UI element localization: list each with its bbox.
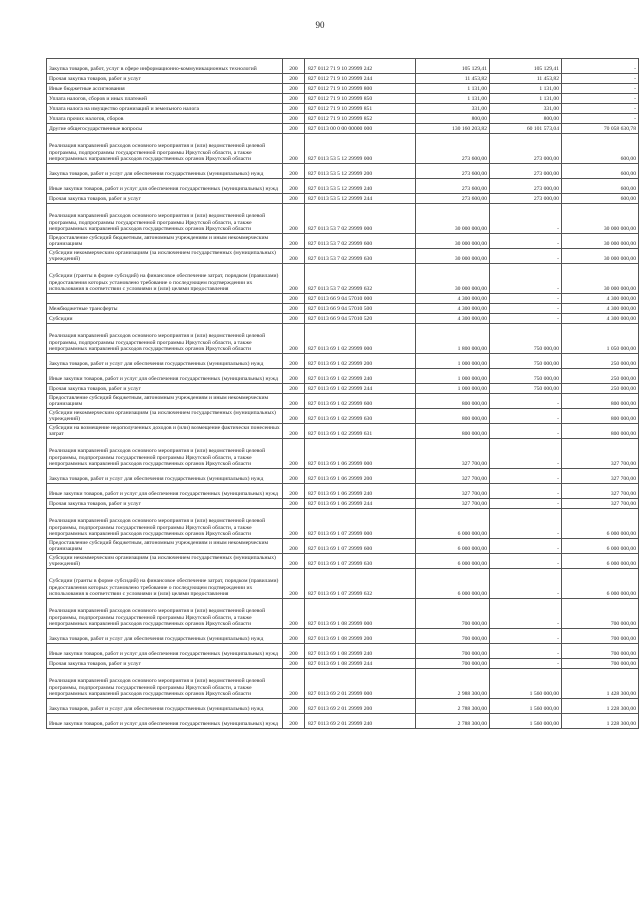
row-classification-code-cell: 827 0113 69 1 02 29999 000 [305, 324, 416, 354]
table-row [47, 179, 639, 194]
row-amount-cell: 11 453,82 [490, 74, 562, 84]
row-name-cell: Предоставление субсидий бюджетным, автономным учреждениям и иным некоммерческим организациям [47, 539, 283, 554]
row-total-amount-cell: 30 000 000,00 [416, 204, 490, 234]
row-name-cell: Иные бюджетные ассигнования [47, 84, 283, 94]
row-amount-cell: - [490, 659, 562, 669]
row-total-amount-cell: 273 600,00 [416, 134, 490, 164]
row-name-cell: Субсидии некоммерческим организациям (за исключением государственных (муниципальных) учреждений) [47, 554, 283, 569]
row-name-cell [47, 294, 283, 304]
row-amount-cell: 800 000,00 [562, 409, 639, 424]
row-code-cell: 200 [283, 294, 305, 304]
row-classification-code-cell: 827 0113 53 7 02 29999 630 [305, 249, 416, 264]
row-code-cell: 200 [283, 394, 305, 409]
row-amount-cell: 327 700,00 [562, 439, 639, 469]
row-amount-cell: - [490, 469, 562, 484]
table-row [47, 74, 639, 84]
table-row [47, 509, 639, 539]
row-code-cell: 200 [283, 164, 305, 179]
row-total-amount-cell: 273 600,00 [416, 179, 490, 194]
row-amount-cell: 1 560 000,00 [490, 669, 562, 699]
row-amount-cell: 700 000,00 [562, 629, 639, 644]
row-amount-cell: 750 000,00 [490, 369, 562, 384]
row-amount-cell: - [490, 499, 562, 509]
row-amount-cell: 273 000,00 [490, 134, 562, 164]
row-total-amount-cell: 30 000 000,00 [416, 264, 490, 294]
row-amount-cell: 327 700,00 [562, 469, 639, 484]
row-name-cell: Прочая закупка товаров, работ и услуг [47, 194, 283, 204]
row-amount-cell: - [490, 644, 562, 659]
row-name-cell: Закупка товаров, работ и услуг для обеспечения государственных (муниципальных) нужд [47, 629, 283, 644]
row-classification-code-cell: 827 0113 69 1 07 29999 630 [305, 554, 416, 569]
row-name-cell: Субсидии некоммерческим организациям (за исключением государственных (муниципальных) учреждений) [47, 249, 283, 264]
row-name-cell: Реализация направлений расходов основного мероприятия и (или) ведомственной целевой программы, подпрограммы государственной программы Иркутской области, а также непрограммных направлений расходов государственных органов Иркутской области [47, 669, 283, 699]
row-amount-cell: - [490, 509, 562, 539]
row-classification-code-cell: 827 0113 53 7 02 29999 632 [305, 264, 416, 294]
table-row [47, 324, 639, 354]
row-name-cell: Другие общегосударственные вопросы [47, 124, 283, 134]
row-classification-code-cell: 827 0113 53 5 12 29999 244 [305, 194, 416, 204]
table-row [47, 314, 639, 324]
row-amount-cell: - [490, 424, 562, 439]
row-total-amount-cell: 6 000 000,00 [416, 539, 490, 554]
row-code-cell: 200 [283, 204, 305, 234]
row-total-amount-cell: 30 000 000,00 [416, 249, 490, 264]
row-amount-cell: - [562, 84, 639, 94]
row-amount-cell: 250 000,00 [562, 354, 639, 369]
row-code-cell: 200 [283, 94, 305, 104]
row-amount-cell: 273 000,00 [490, 164, 562, 179]
table-row [47, 59, 639, 74]
row-classification-code-cell: 827 0113 69 2 01 29999 000 [305, 669, 416, 699]
row-code-cell: 200 [283, 249, 305, 264]
row-amount-cell: - [490, 484, 562, 499]
row-amount-cell: 1 228 300,00 [562, 699, 639, 714]
row-total-amount-cell: 327 700,00 [416, 439, 490, 469]
row-amount-cell: 6 000 000,00 [562, 539, 639, 554]
row-total-amount-cell: 6 000 000,00 [416, 554, 490, 569]
row-total-amount-cell: 2 988 300,00 [416, 669, 490, 699]
row-amount-cell: - [490, 409, 562, 424]
table-row [47, 124, 639, 134]
row-name-cell: Реализация направлений расходов основного мероприятия и (или) ведомственной целевой программы, подпрограммы государственной программы Иркутской области, а также непрограммных направлений расходов государственных органов Иркутской области [47, 324, 283, 354]
row-code-cell: 200 [283, 134, 305, 164]
row-classification-code-cell: 827 0113 69 1 08 29999 200 [305, 629, 416, 644]
row-code-cell: 200 [283, 424, 305, 439]
table-row [47, 84, 639, 94]
row-classification-code-cell: 827 0113 69 1 06 29999 200 [305, 469, 416, 484]
row-name-cell: Предоставление субсидий бюджетным, автономным учреждениям и иным некоммерческим организациям [47, 394, 283, 409]
table-row [47, 499, 639, 509]
table-row [47, 294, 639, 304]
row-name-cell: Закупка товаров, работ и услуг для обеспечения государственных (муниципальных) нужд [47, 469, 283, 484]
row-classification-code-cell: 827 0113 69 1 06 29999 240 [305, 484, 416, 499]
row-amount-cell: - [562, 104, 639, 114]
row-classification-code-cell: 827 0113 69 1 07 29999 600 [305, 539, 416, 554]
table-row [47, 204, 639, 234]
row-classification-code-cell: 827 0112 71 9 10 29999 800 [305, 84, 416, 94]
row-amount-cell: 600,00 [562, 164, 639, 179]
row-code-cell: 200 [283, 554, 305, 569]
row-amount-cell: - [490, 314, 562, 324]
row-amount-cell: 30 000 000,00 [562, 234, 639, 249]
row-amount-cell: 250 000,00 [562, 369, 639, 384]
row-total-amount-cell: 273 600,00 [416, 194, 490, 204]
row-amount-cell: 750 000,00 [490, 384, 562, 394]
row-amount-cell: - [490, 554, 562, 569]
table-row [47, 409, 639, 424]
row-name-cell: Субсидии некоммерческим организациям (за исключением государственных (муниципальных) учреждений) [47, 409, 283, 424]
row-total-amount-cell: 2 788 300,00 [416, 714, 490, 729]
page-number: 90 [315, 20, 325, 30]
row-amount-cell: 600,00 [562, 194, 639, 204]
row-amount-cell: - [490, 294, 562, 304]
row-amount-cell: 331,00 [490, 104, 562, 114]
row-amount-cell: 30 000 000,00 [562, 204, 639, 234]
row-amount-cell: 250 000,00 [562, 384, 639, 394]
row-total-amount-cell: 4 300 000,00 [416, 304, 490, 314]
row-classification-code-cell: 827 0113 53 7 02 29999 000 [305, 204, 416, 234]
row-amount-cell: 750 000,00 [490, 354, 562, 369]
table-row [47, 354, 639, 369]
row-amount-cell: - [562, 59, 639, 74]
row-total-amount-cell: 1 000 000,00 [416, 369, 490, 384]
row-code-cell: 200 [283, 409, 305, 424]
table-row [47, 384, 639, 394]
row-amount-cell: 700 000,00 [562, 644, 639, 659]
row-classification-code-cell: 827 0113 53 5 12 29999 240 [305, 179, 416, 194]
row-classification-code-cell: 827 0113 69 1 02 29999 240 [305, 369, 416, 384]
row-amount-cell: 4 300 000,00 [562, 314, 639, 324]
row-total-amount-cell: 800 000,00 [416, 424, 490, 439]
row-total-amount-cell: 11 453,82 [416, 74, 490, 84]
row-name-cell: Реализация направлений расходов основного мероприятия и (или) ведомственной целевой программы, подпрограммы государственной программы Иркутской области, а также непрограммных направлений расходов государственных органов Иркутской области [47, 439, 283, 469]
row-name-cell: Реализация направлений расходов основного мероприятия и (или) ведомственной целевой программы, подпрограммы государственной программы Иркутской области, а также непрограммных направлений расходов государственных органов Иркутской области [47, 134, 283, 164]
row-amount-cell: 1 228 300,00 [562, 714, 639, 729]
row-classification-code-cell: 827 0113 69 1 02 29999 631 [305, 424, 416, 439]
row-amount-cell: 60 101 573,04 [490, 124, 562, 134]
row-amount-cell: - [490, 569, 562, 599]
row-amount-cell: - [490, 304, 562, 314]
row-total-amount-cell: 327 700,00 [416, 469, 490, 484]
row-name-cell: Межбюджетные трансферты [47, 304, 283, 314]
row-name-cell: Закупка товаров, работ и услуг для обеспечения государственных (муниципальных) нужд [47, 354, 283, 369]
row-total-amount-cell: 1 000 000,00 [416, 354, 490, 369]
row-classification-code-cell: 827 0113 69 1 02 29999 630 [305, 409, 416, 424]
table-row [47, 699, 639, 714]
row-code-cell: 200 [283, 314, 305, 324]
row-classification-code-cell: 827 0113 66 9 04 57010 520 [305, 314, 416, 324]
row-amount-cell: 327 700,00 [562, 484, 639, 499]
row-amount-cell: - [490, 599, 562, 629]
row-total-amount-cell: 130 160 203,82 [416, 124, 490, 134]
row-total-amount-cell: 327 700,00 [416, 484, 490, 499]
row-total-amount-cell: 1 800 000,00 [416, 324, 490, 354]
row-amount-cell: 4 300 000,00 [562, 294, 639, 304]
row-code-cell: 200 [283, 384, 305, 394]
row-code-cell: 200 [283, 59, 305, 74]
row-total-amount-cell: 700 000,00 [416, 599, 490, 629]
table-row [47, 369, 639, 384]
row-name-cell: Реализация направлений расходов основного мероприятия и (или) ведомственной целевой программы, подпрограммы государственной программы Иркутской области, а также непрограммных направлений расходов государственных органов Иркутской области [47, 509, 283, 539]
table-row [47, 714, 639, 729]
row-name-cell: Субсидии [47, 314, 283, 324]
row-code-cell: 200 [283, 484, 305, 499]
row-name-cell: Иные закупки товаров, работ и услуг для обеспечения государственных (муниципальных) нужд [47, 484, 283, 499]
row-code-cell: 200 [283, 194, 305, 204]
row-code-cell: 200 [283, 84, 305, 94]
row-amount-cell: - [490, 439, 562, 469]
row-name-cell: Уплата налога на имущество организаций и земельного налога [47, 104, 283, 114]
row-amount-cell: 273 000,00 [490, 179, 562, 194]
table-row [47, 424, 639, 439]
row-classification-code-cell: 827 0113 66 9 04 57010 000 [305, 294, 416, 304]
table-row [47, 469, 639, 484]
row-classification-code-cell: 827 0113 53 5 12 29999 000 [305, 134, 416, 164]
row-amount-cell: 6 000 000,00 [562, 569, 639, 599]
row-classification-code-cell: 827 0112 71 9 10 29999 851 [305, 104, 416, 114]
row-name-cell: Прочая закупка товаров, работ и услуг [47, 499, 283, 509]
row-amount-cell: - [490, 249, 562, 264]
row-amount-cell: 750 000,00 [490, 324, 562, 354]
row-amount-cell: - [490, 234, 562, 249]
row-amount-cell: 273 000,00 [490, 194, 562, 204]
row-amount-cell: 6 000 000,00 [562, 554, 639, 569]
row-amount-cell: 4 300 000,00 [562, 304, 639, 314]
row-amount-cell: 700 000,00 [562, 599, 639, 629]
table-row [47, 439, 639, 469]
row-amount-cell: - [490, 629, 562, 644]
row-name-cell: Закупка товаров, работ, услуг в сфере информационно-коммуникационных технологий [47, 59, 283, 74]
row-code-cell: 200 [283, 509, 305, 539]
row-amount-cell: 1 560 000,00 [490, 699, 562, 714]
row-total-amount-cell: 1 131,00 [416, 94, 490, 104]
row-amount-cell: - [490, 204, 562, 234]
row-name-cell: Иные закупки товаров, работ и услуг для обеспечения государственных (муниципальных) нужд [47, 369, 283, 384]
row-name-cell: Закупка товаров, работ и услуг для обеспечения государственных (муниципальных) нужд [47, 164, 283, 179]
row-classification-code-cell: 827 0113 69 1 02 29999 600 [305, 394, 416, 409]
row-code-cell: 200 [283, 179, 305, 194]
row-amount-cell: 70 058 630,78 [562, 124, 639, 134]
row-code-cell: 200 [283, 659, 305, 669]
table-row [47, 304, 639, 314]
row-amount-cell: 800 000,00 [562, 394, 639, 409]
row-name-cell: Закупка товаров, работ и услуг для обеспечения государственных (муниципальных) нужд [47, 699, 283, 714]
row-code-cell: 200 [283, 599, 305, 629]
row-total-amount-cell: 4 300 000,00 [416, 314, 490, 324]
row-amount-cell: 105 129,41 [490, 59, 562, 74]
row-total-amount-cell: 331,00 [416, 104, 490, 114]
row-classification-code-cell: 827 0112 71 9 10 29999 852 [305, 114, 416, 124]
row-name-cell: Реализация направлений расходов основного мероприятия и (или) ведомственной целевой программы, подпрограммы государственной программы Иркутской области, а также непрограммных направлений расходов государственных органов Иркутской области [47, 599, 283, 629]
row-total-amount-cell: 6 000 000,00 [416, 569, 490, 599]
row-classification-code-cell: 827 0113 00 0 00 00000 000 [305, 124, 416, 134]
row-classification-code-cell: 827 0113 69 1 07 29999 632 [305, 569, 416, 599]
table-row [47, 629, 639, 644]
row-code-cell: 200 [283, 699, 305, 714]
row-amount-cell: 800,00 [490, 114, 562, 124]
row-classification-code-cell: 827 0113 69 2 01 29999 200 [305, 699, 416, 714]
table-row [47, 394, 639, 409]
row-total-amount-cell: 1 131,00 [416, 84, 490, 94]
table-row [47, 94, 639, 104]
row-name-cell: Иные закупки товаров, работ и услуг для обеспечения государственных (муниципальных) нужд [47, 644, 283, 659]
row-code-cell: 200 [283, 644, 305, 659]
row-name-cell: Прочая закупка товаров, работ и услуг [47, 384, 283, 394]
table-row [47, 659, 639, 669]
row-classification-code-cell: 827 0113 69 1 07 29999 000 [305, 509, 416, 539]
row-total-amount-cell: 800 000,00 [416, 409, 490, 424]
row-classification-code-cell: 827 0113 53 7 02 29999 600 [305, 234, 416, 249]
row-classification-code-cell: 827 0112 71 9 10 29999 242 [305, 59, 416, 74]
row-amount-cell: - [562, 94, 639, 104]
row-code-cell: 200 [283, 369, 305, 384]
row-code-cell: 200 [283, 234, 305, 249]
row-total-amount-cell: 6 000 000,00 [416, 509, 490, 539]
table-row [47, 234, 639, 249]
row-code-cell: 200 [283, 304, 305, 314]
row-amount-cell: 600,00 [562, 134, 639, 164]
table-row [47, 114, 639, 124]
row-amount-cell: - [562, 114, 639, 124]
row-name-cell: Предоставление субсидий бюджетным, автономным учреждениям и иным некоммерческим организациям [47, 234, 283, 249]
table-row [47, 104, 639, 114]
row-name-cell: Уплата прочих налогов, сборов [47, 114, 283, 124]
row-classification-code-cell: 827 0113 69 1 08 29999 244 [305, 659, 416, 669]
table-row [47, 599, 639, 629]
row-amount-cell: 1 428 300,00 [562, 669, 639, 699]
table-row [47, 569, 639, 599]
row-total-amount-cell: 800 000,00 [416, 394, 490, 409]
row-code-cell: 200 [283, 499, 305, 509]
row-amount-cell: 800 000,00 [562, 424, 639, 439]
row-amount-cell: 6 000 000,00 [562, 509, 639, 539]
row-total-amount-cell: 30 000 000,00 [416, 234, 490, 249]
row-amount-cell: 1 560 000,00 [490, 714, 562, 729]
table-row [47, 249, 639, 264]
row-name-cell: Прочая закупка товаров, работ и услуг [47, 74, 283, 84]
row-amount-cell: 1 131,00 [490, 84, 562, 94]
row-total-amount-cell: 327 700,00 [416, 499, 490, 509]
row-classification-code-cell: 827 0112 71 9 10 29999 850 [305, 94, 416, 104]
row-code-cell: 200 [283, 74, 305, 84]
row-classification-code-cell: 827 0113 69 1 08 29999 240 [305, 644, 416, 659]
row-amount-cell: - [490, 264, 562, 294]
row-code-cell: 200 [283, 264, 305, 294]
row-classification-code-cell: 827 0113 69 1 08 29999 000 [305, 599, 416, 629]
row-code-cell: 200 [283, 469, 305, 484]
table-row [47, 164, 639, 179]
row-amount-cell: 30 000 000,00 [562, 249, 639, 264]
row-amount-cell: 1 131,00 [490, 94, 562, 104]
row-name-cell: Реализация направлений расходов основного мероприятия и (или) ведомственной целевой программы, подпрограммы государственной программы Иркутской области, а также непрограммных направлений расходов государственных органов Иркутской области [47, 204, 283, 234]
table-row [47, 669, 639, 699]
row-total-amount-cell: 4 300 000,00 [416, 294, 490, 304]
row-total-amount-cell: 700 000,00 [416, 659, 490, 669]
row-amount-cell: 30 000 000,00 [562, 264, 639, 294]
row-code-cell: 200 [283, 539, 305, 554]
row-total-amount-cell: 273 600,00 [416, 164, 490, 179]
row-classification-code-cell: 827 0113 69 1 02 29999 244 [305, 384, 416, 394]
row-name-cell: Субсидии (гранты в форме субсидий) на финансовое обеспечение затрат, порядком (правилами) предоставления которых установлено требование о последующем подтверждении их использования в соответствии с условиями и (или) целями предоставления [47, 569, 283, 599]
table-row [47, 194, 639, 204]
row-classification-code-cell: 827 0113 69 1 06 29999 000 [305, 439, 416, 469]
table-row [47, 264, 639, 294]
row-classification-code-cell: 827 0113 69 1 02 29999 200 [305, 354, 416, 369]
row-code-cell: 200 [283, 104, 305, 114]
table-row [47, 554, 639, 569]
row-name-cell: Субсидии на возмещение недополученных доходов и (или) возмещение фактически понесенных затрат [47, 424, 283, 439]
row-classification-code-cell: 827 0113 69 2 01 29999 240 [305, 714, 416, 729]
row-name-cell: Прочая закупка товаров, работ и услуг [47, 659, 283, 669]
row-code-cell: 200 [283, 354, 305, 369]
row-code-cell: 200 [283, 439, 305, 469]
row-amount-cell: 600,00 [562, 179, 639, 194]
row-code-cell: 200 [283, 669, 305, 699]
budget-table [46, 58, 639, 729]
row-amount-cell: 1 050 000,00 [562, 324, 639, 354]
row-total-amount-cell: 800,00 [416, 114, 490, 124]
row-code-cell: 200 [283, 714, 305, 729]
row-classification-code-cell: 827 0112 71 9 10 29999 244 [305, 74, 416, 84]
row-amount-cell: - [562, 74, 639, 84]
row-code-cell: 200 [283, 569, 305, 599]
row-name-cell: Иные закупки товаров, работ и услуг для обеспечения государственных (муниципальных) нужд [47, 179, 283, 194]
table-row [47, 644, 639, 659]
row-name-cell: Уплата налогов, сборов и иных платежей [47, 94, 283, 104]
row-classification-code-cell: 827 0113 53 5 12 29999 200 [305, 164, 416, 179]
row-total-amount-cell: 105 129,41 [416, 59, 490, 74]
row-classification-code-cell: 827 0113 69 1 06 29999 244 [305, 499, 416, 509]
row-total-amount-cell: 1 000 000,00 [416, 384, 490, 394]
row-total-amount-cell: 2 788 300,00 [416, 699, 490, 714]
row-code-cell: 200 [283, 324, 305, 354]
row-code-cell: 200 [283, 124, 305, 134]
row-amount-cell: 327 700,00 [562, 499, 639, 509]
row-code-cell: 200 [283, 114, 305, 124]
row-code-cell: 200 [283, 629, 305, 644]
table-row [47, 134, 639, 164]
budget-table-body [47, 59, 639, 729]
row-amount-cell: - [490, 539, 562, 554]
row-name-cell: Иные закупки товаров, работ и услуг для обеспечения государственных (муниципальных) нужд [47, 714, 283, 729]
row-total-amount-cell: 700 000,00 [416, 629, 490, 644]
row-amount-cell: - [490, 394, 562, 409]
row-amount-cell: 700 000,00 [562, 659, 639, 669]
row-name-cell: Субсидии (гранты в форме субсидий) на финансовое обеспечение затрат, порядком (правилами) предоставления которых установлено требование о последующем подтверждении их использования в соответствии с условиями и (или) целями предоставления [47, 264, 283, 294]
table-row [47, 484, 639, 499]
table-row [47, 539, 639, 554]
row-classification-code-cell: 827 0113 66 9 04 57010 500 [305, 304, 416, 314]
row-total-amount-cell: 700 000,00 [416, 644, 490, 659]
